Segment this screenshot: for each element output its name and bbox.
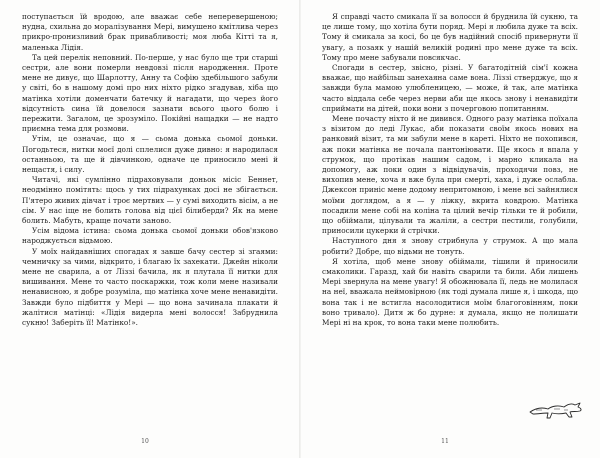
left-paragraph-3: Утім, це означає, що я — сьома донька сьомої доньки. Погодьтеся, нитки моєї долі сплелися дуже дивно: я народилася останньою, та ще й дівчинкою, одначе це приносило мені й нещастя, і силу.: [22, 134, 278, 175]
left-page: [22, 12, 278, 328]
left-paragraph-4: Читачі, які сумлінно підраховували доньок місіс Беннет, неодмінно помітять: щось у тих підрахунках досі не збігається. П'ятеро живих дівчат і троє мертвих — у сумі виходить вісім, а не сім. У нас іще не болить голова від цієї білиберди? Як на мене болить. Мабуть, краще почати заново.: [22, 175, 278, 226]
left-paragraph-2: Та цей перелік неповний. По-перше, у нас було ще три старші сестри, але вони померли невдовзі після народження. Проте мене не дивує, що Шарлотту, Анну та Софію здебільшого забули у світі, бо в нашому домі про них ніхто рідко згадував, хіба що матінка хотіли доменчати батечку й нагадати, що через його відсутність сина їй довелося зазнати всього цього болю і пережити. Загалом, це зрозуміло. Покійні нащадки — не надто приємна тема для розмови.: [22, 52, 278, 134]
left-paragraph-1: поступається їй вродою, але вважає себе неперевершеною; нудна, схильна до моралізування Мері, вимушено кмітлива через прикро-пронизливий брак привабливості; моя люба Кітті та я, маленька Лідія.: [22, 12, 278, 52]
right-paragraph-4: Наступного дня я знову стрибнула у струмок. А що мала робити? Добре, що відьми не тонуть.: [322, 236, 578, 256]
left-paragraph-6: У моїх найдавніших спогадах я завше бачу сестер зі згаями: чемничку за чими, відкрито, і благаю їх захекати. Джейн ніколи мене не сварила, а от Ліззі бачила, як я плутала її нитки для вишивання. Мене то часто поскаржки, тож коли мене називали ненависною, я добре розуміла, що матінка хоче мене ненавидіти. Завжди було підбиття у Мері — що вона зачинала плакати й жалітися матінці: «Лідія видерла мені волосся! Забруднила сукню! Заберіть її! Матінко!».: [22, 246, 278, 328]
right-page-number: 11: [441, 438, 449, 445]
running-fox-icon: [528, 398, 584, 420]
right-paragraph-1: Я справді часто смикала її за волосся й бруднила їй сукню, та це лише тому, що хотіла бути поряд. Мері я любила дуже та всіх. Тому й смикала за косі, бо це був надійний спосіб привернути її увагу, а позаяк у нашій великій родині про мене дуже та всіх. Тому про мене забували повсякчас.: [322, 12, 578, 62]
right-page: [322, 12, 578, 328]
left-paragraph-5: Усім відома істина: сьома донька сьомої доньки обов'язково народжується відьмою.: [22, 226, 278, 246]
left-page-number: 10: [141, 438, 149, 445]
page-gutter: [299, 0, 301, 458]
right-paragraph-2: Спогади в сестер, звісно, різні. У багатодітній сім'ї кожна вважає, що найбільш занехаяна саме вона. Ліззі стверджує, що я завжди була мамою улюбленицею, — може, й так, але матінка часто віддала себе через нерви аби ще якось знову і ненавидіти сприймати на дітей, поки вони з почерговою попитанням.: [322, 63, 578, 113]
right-paragraph-5: Я хотіла, щоб мене знову обіймали, тішили й приносили смаколики. Гаразд, хай би навіть сварили та били. Аби лишень Мері звернула на мене увагу! Я обожнювала її, ледь не молилася на неї, вважала неймовірною (як тоді думала лише я, і шкода, що вона так і не встигла насолодитися моїм благоговінням, поки воно тривало). Дитя ж бо дурне: я думала, якщо не полишати Мері ні на крок, то вона таки мене полюбить.: [322, 256, 578, 328]
right-paragraph-3: Мене почасту ніхто й не дивився. Одного разу матінка поїхала з візитом до леді Лукас, аби показати своїм якось нових на ранковий візит, та ми забули мене в кареті. Ніхто не похопився, аж поки матінка не почала пантоніювати. Ще якось я впала у струмок, що протікав нашим садом, і марно кликала на допомогу, аж поки один з відвідувачів, проходячи повз, не вихопив мене, хоча я вже була при смерті, хаха, і дуже ослабла. Джексон приніс мене додому непритомною, і мене всі зайнялися моїми доглядом, а я — у ліжку, вкрита ковдрою. Матінка посадили мене собі на коліна та цілий вечір тільки те й робили, що обіймали, цілували та жаліли, а сестри пестили, голубили, приносили цукерки й стрічки.: [322, 114, 578, 236]
